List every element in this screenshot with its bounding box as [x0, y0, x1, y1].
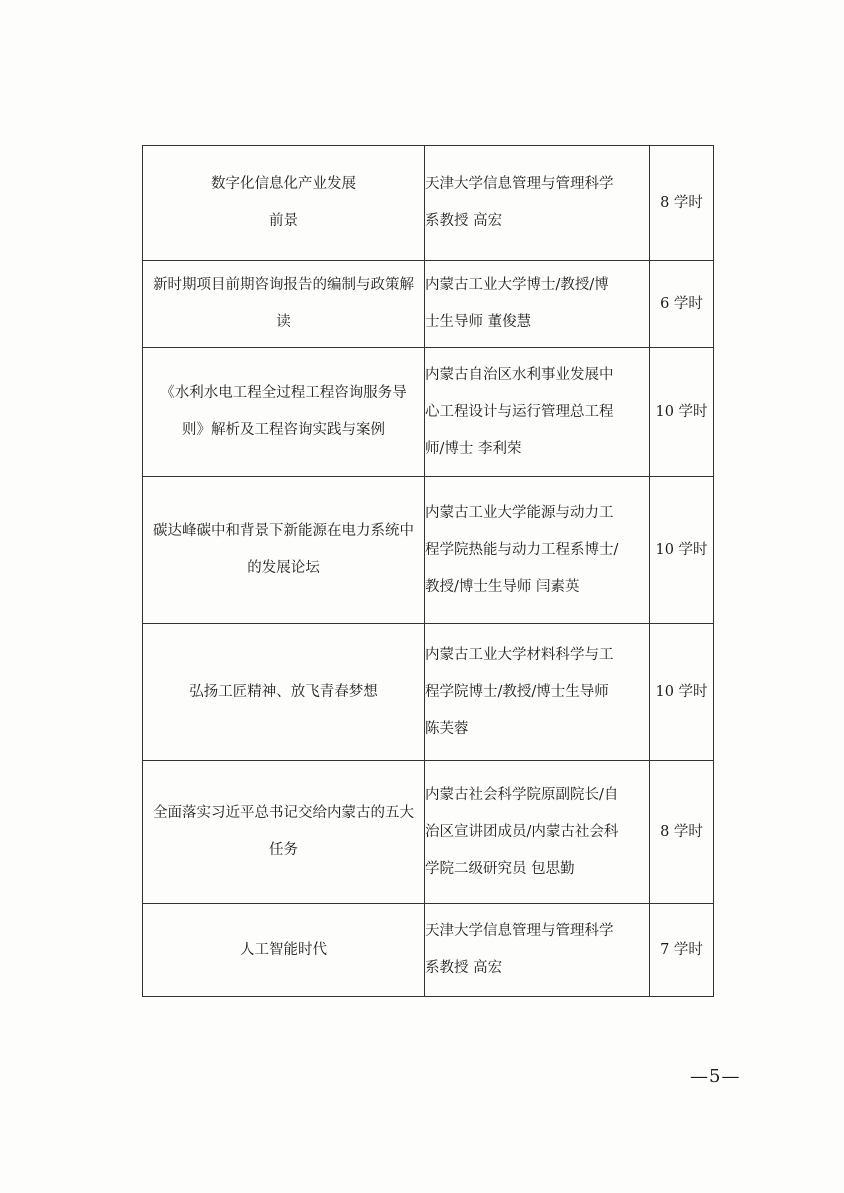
- lecturer-cell-line: 内蒙古工业大学能源与动力工: [425, 504, 614, 521]
- course-topic-cell-line: 弘扬工匠精神、放飞青春梦想: [189, 683, 378, 700]
- table-row: [143, 904, 714, 997]
- hours-cell: 10 学时: [650, 477, 714, 624]
- course-topic-cell: [143, 146, 425, 261]
- course-topic-cell: [143, 261, 425, 348]
- course-topic-cell-line: 《水利水电工程全过程工程咨询服务导: [160, 385, 407, 401]
- hours-cell: 8 学时: [650, 146, 714, 261]
- course-topic-cell: [143, 904, 425, 997]
- lecturer-cell-line: 陈芙蓉: [425, 720, 469, 737]
- lecturer-cell-line: 内蒙古社会科学院原副院长/自: [425, 786, 619, 803]
- course-topic-cell-line: 读: [276, 314, 291, 330]
- lecturer-cell: [425, 624, 650, 761]
- lecturer-cell-line: 教授/博士生导师 闫素英: [425, 578, 580, 595]
- table-row: [143, 761, 714, 904]
- course-topic-cell: [143, 761, 425, 904]
- course-topic-cell-line: 的发展论坛: [247, 560, 320, 576]
- lecturer-cell: [425, 348, 650, 477]
- course-topic-cell-line: 全面落实习近平总书记交给内蒙古的五大: [153, 805, 414, 821]
- table-row: [143, 624, 714, 761]
- course-topic-cell-line: 人工智能时代: [240, 941, 327, 958]
- lecturer-cell: [425, 904, 650, 997]
- course-topic-cell-line: 任务: [269, 842, 298, 858]
- course-topic-cell-line: 前景: [269, 213, 298, 229]
- lecturer-cell-line: 内蒙古自治区水利事业发展中: [425, 366, 614, 383]
- lecturer-cell-line: 程学院热能与动力工程系博士/: [425, 541, 619, 558]
- course-topic-cell-line: 则》解析及工程咨询实践与案例: [182, 422, 385, 438]
- hours-cell: 8 学时: [650, 761, 714, 904]
- course-topic-cell-line: 新时期项目前期咨询报告的编制与政策解: [153, 277, 414, 293]
- lecturer-cell: [425, 261, 650, 348]
- lecturer-cell-line: 系教授 高宏: [425, 960, 503, 976]
- table-row: [143, 261, 714, 348]
- hours-cell: 6 学时: [650, 261, 714, 348]
- course-topic-cell: [143, 477, 425, 624]
- lecturer-cell-line: 内蒙古工业大学材料科学与工: [425, 646, 614, 663]
- lecturer-cell: [425, 477, 650, 624]
- lecturer-cell-line: 天津大学信息管理与管理科学: [425, 176, 614, 192]
- course-topic-cell: [143, 624, 425, 761]
- table-row: [143, 146, 714, 261]
- table-row: [143, 348, 714, 477]
- course-topic-cell-line: 碳达峰碳中和背景下新能源在电力系统中: [153, 523, 414, 539]
- course-topic-cell-line: 数字化信息化产业发展: [211, 176, 356, 192]
- hours-cell: 10 学时: [650, 348, 714, 477]
- lecturer-cell: [425, 761, 650, 904]
- lecturer-cell-line: 系教授 高宏: [425, 213, 503, 229]
- lecturer-cell-line: 师/博士 李利荣: [425, 440, 522, 457]
- table-row: [143, 477, 714, 624]
- lecturer-cell-line: 内蒙古工业大学博士/教授/博: [425, 277, 609, 293]
- lecturer-cell-line: 治区宣讲团成员/内蒙古社会科: [425, 823, 619, 840]
- course-schedule-table: [142, 145, 714, 997]
- lecturer-cell-line: 程学院博士/教授/博士生导师: [425, 683, 609, 700]
- course-topic-cell: [143, 348, 425, 477]
- lecturer-cell-line: 心工程设计与运行管理总工程: [425, 403, 614, 420]
- hours-cell: 10 学时: [650, 624, 714, 761]
- lecturer-cell-line: 学院二级研究员 包思勤: [425, 860, 575, 877]
- lecturer-cell-line: 天津大学信息管理与管理科学: [425, 923, 614, 939]
- page-number: —5—: [690, 1066, 741, 1087]
- lecturer-cell-line: 士生导师 董俊慧: [425, 314, 532, 330]
- hours-cell: 7 学时: [650, 904, 714, 997]
- lecturer-cell: [425, 146, 650, 261]
- course-table-body: [143, 146, 714, 997]
